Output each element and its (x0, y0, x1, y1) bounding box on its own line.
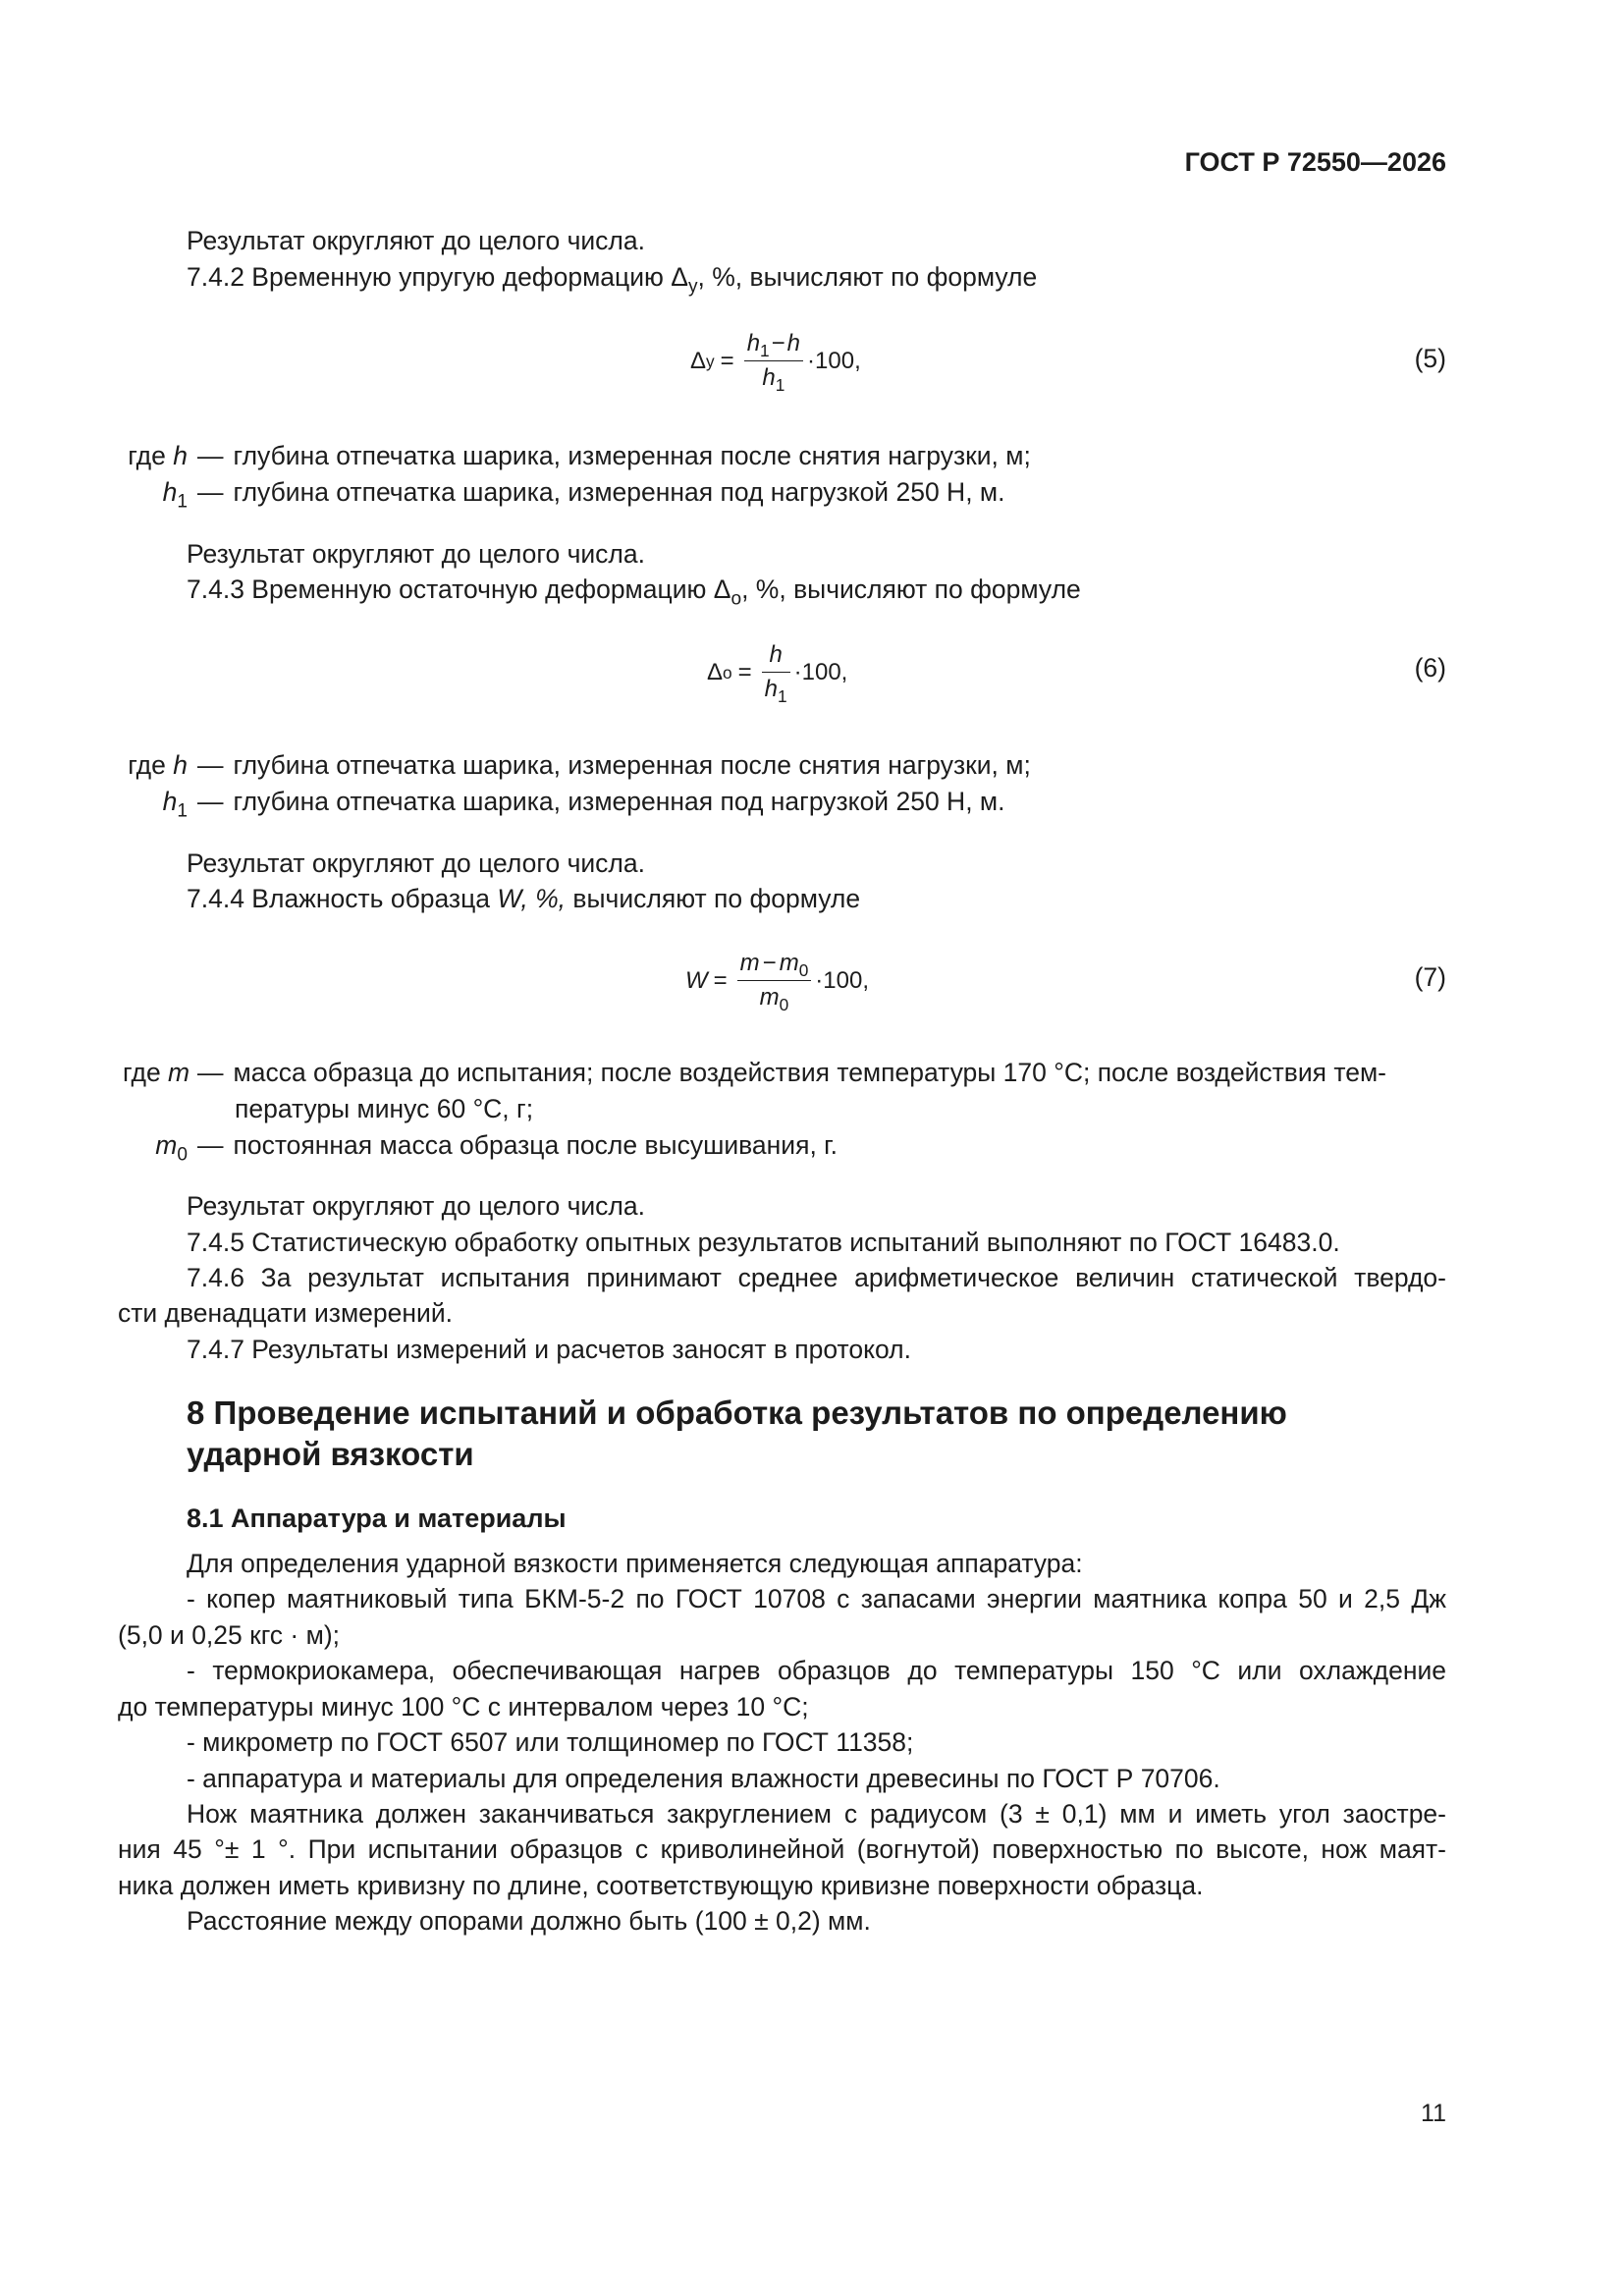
list-item-line2: (5,0 и 0,25 кгс · м); (118, 1620, 341, 1650)
definitions-7 (123, 1055, 1446, 1164)
equation-number: (5) (1414, 344, 1446, 373)
paragraph-7-4-6-line2: сти двенадцати измерений. (118, 1298, 453, 1328)
section-heading-line2: ударной вязкости (187, 1436, 474, 1472)
paragraph-7-4-2: 7.4.2 Временную упругую деформацию $\Delta_у$, %, вычисляют по формуле (187, 262, 1038, 298)
definition-row-continued: пературы минус 60 °С, г; (235, 1094, 534, 1123)
document-header-id: ГОСТ Р 72550—2026 (1184, 147, 1446, 177)
fraction: $\frac{h}{h_1}$ (762, 640, 790, 704)
definition-row: где h — глубина отпечатка шарика, измеренная после снятия нагрузки, м; (128, 750, 1031, 780)
equation-number: (7) (1414, 962, 1446, 992)
list-item: - аппаратура и материалы для определения влажности древесины по ГОСТ Р 70706. (187, 1764, 1220, 1793)
paragraph: Для определения ударной вязкости применяется следующая аппаратура: (187, 1549, 1083, 1578)
list-item-line2: до температуры минус 100 °С с интервалом через 10 °С; (118, 1692, 809, 1722)
page-number: 11 (1421, 2100, 1446, 2127)
paragraph-line1: Нож маятника должен заканчиваться закруглением с радиусом (3 ± 0,1) мм и иметь угол заостре- (187, 1799, 1446, 1829)
list-item: - микрометр по ГОСТ 6507 или толщиномер по ГОСТ 11358; (187, 1727, 914, 1757)
paragraph-7-4-3: 7.4.3 Временную остаточную деформацию $\Delta_о$, %, вычисляют по формуле (187, 574, 1081, 610)
fraction: $\frac{h_1-h}{h_1}$ (744, 329, 803, 393)
list-item-line1: - термокриокамера, обеспечивающая нагрев образцов до температуры 150 °С или охлаждение (187, 1656, 1446, 1685)
paragraph: Результат округляют до целого числа. (187, 226, 645, 255)
paragraph-7-4-7: 7.4.7 Результаты измерений и расчетов заносят в протокол. (187, 1335, 911, 1364)
paragraph: Результат округляют до целого числа. (187, 1191, 645, 1221)
paragraph-line3: ника должен иметь кривизну по длине, соответствующую кривизне поверхности образца. (118, 1871, 1204, 1900)
paragraph-7-4-4: 7.4.4 Влажность образца W, %, вычисляют по формуле (187, 884, 861, 913)
equation-number: (6) (1414, 653, 1446, 683)
formula-6: Δ о = $\frac{h}{h_1}$ ·100, (707, 641, 848, 707)
paragraph: Результат округляют до целого числа. (187, 539, 645, 569)
formula-7: W = $\frac{m - m_0}{m_0}$ ·100, (685, 950, 869, 1015)
definition-row: где m — масса образца до испытания; после воздействия температуры 170 °С; после воздействия тем- (123, 1058, 1387, 1087)
subsection-heading: 8.1 Аппаратура и материалы (187, 1503, 567, 1533)
paragraph: Результат округляют до целого числа. (187, 848, 645, 878)
paragraph-7-4-5: 7.4.5 Статистическую обработку опытных результатов испытаний выполняют по ГОСТ 16483.0. (187, 1228, 1340, 1257)
paragraph: Расстояние между опорами должно быть (100 ± 0,2) мм. (187, 1906, 871, 1936)
definition-row: где h — глубина отпечатка шарика, измеренная после снятия нагрузки, м; (128, 441, 1031, 470)
section-heading-line1: 8 Проведение испытаний и обработка результатов по определению (187, 1394, 1287, 1431)
definition-row: $h_1$ — глубина отпечатка шарика, измеренная под нагрузкой 250 Н, м. (162, 787, 1005, 822)
formula-5: Δ у = $\frac{h_1-h}{h_1}$ ·100, (690, 330, 861, 396)
definition-row: $h_1$ — глубина отпечатка шарика, измеренная под нагрузкой 250 Н, м. (162, 477, 1005, 513)
list-item-line1: - копер маятниковый типа БКМ-5-2 по ГОСТ 10708 с запасами энергии маятника копра 50 и 2,5 Дж (187, 1584, 1446, 1613)
fraction: $\frac{m - m_0}{m_0}$ (737, 949, 812, 1012)
definition-row: $m_0$ — постоянная масса образца после высушивания, г. (155, 1130, 838, 1166)
definitions-6 (123, 747, 1031, 820)
paragraph-line2: ния 45 °± 1 °. При испытании образцов с криволинейной (вогнутой) поверхностью по высоте, нож маят- (118, 1834, 1446, 1864)
paragraph-7-4-6-line1: 7.4.6 За результат испытания принимают среднее арифметическое величин статической твердо- (187, 1263, 1446, 1292)
definitions-5 (123, 438, 1031, 511)
